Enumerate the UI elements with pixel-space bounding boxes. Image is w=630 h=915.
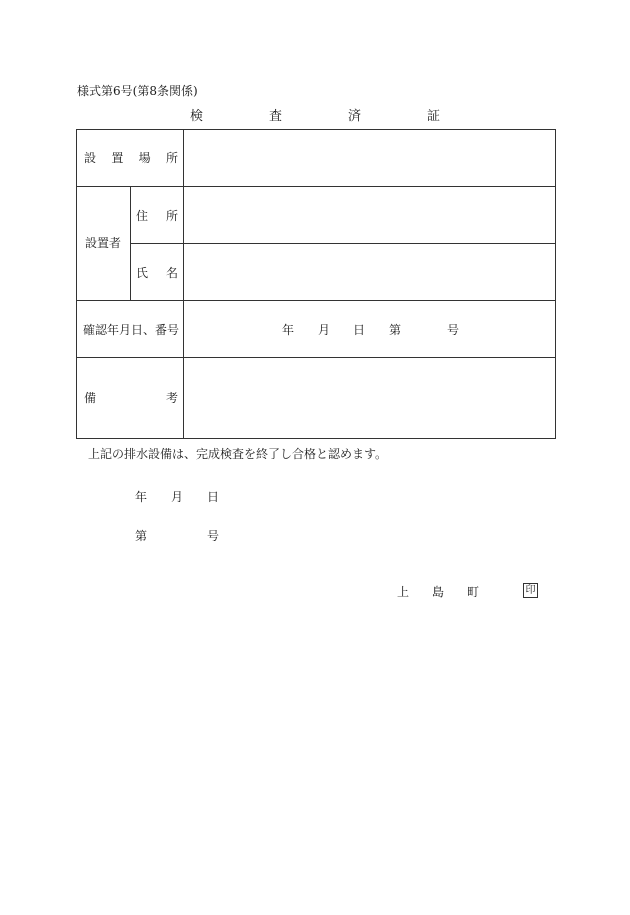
column-divider [130,186,131,300]
row-divider [77,300,555,301]
issuer-char: 町 [467,585,480,599]
remarks-value[interactable] [184,358,555,438]
name-label: 氏 名 [136,266,178,280]
installation-location-label: 設 置 場 所 [84,151,178,165]
issue-date-month: 月 [171,490,184,504]
issuer-char: 島 [432,585,445,599]
address-label: 住 所 [136,209,178,223]
installer-label: 設置者 [85,236,122,250]
title-char: 査 [269,109,283,124]
issue-number-prefix: 第 [135,529,148,543]
issue-number-suffix: 号 [207,529,220,543]
name-value[interactable] [184,244,555,300]
seal-stamp-box: 印 [523,583,538,598]
issue-date-year: 年 [135,490,148,504]
confirmation-day: 日 [353,323,366,337]
title-char: 証 [427,109,441,124]
form-number: 様式第6号(第8条関係) [77,84,198,98]
address-value[interactable] [184,187,555,243]
remarks-label: 備 考 [84,391,178,405]
issue-date-day: 日 [207,490,220,504]
document-title [190,110,440,123]
confirmation-month: 月 [318,323,331,337]
inspection-form-table [76,129,556,439]
installation-location-value[interactable] [184,130,555,186]
confirmation-year: 年 [282,323,295,337]
title-char: 検 [190,109,204,124]
confirmation-label: 確認年月日、番号 [83,323,180,337]
certification-statement: 上記の排水設備は、完成検査を終了し合格と認めます。 [88,447,388,461]
title-char: 済 [348,109,362,124]
issuer-char: 上 [397,585,410,599]
confirmation-number-prefix: 第 [389,323,402,337]
confirmation-number-suffix: 号 [447,323,460,337]
